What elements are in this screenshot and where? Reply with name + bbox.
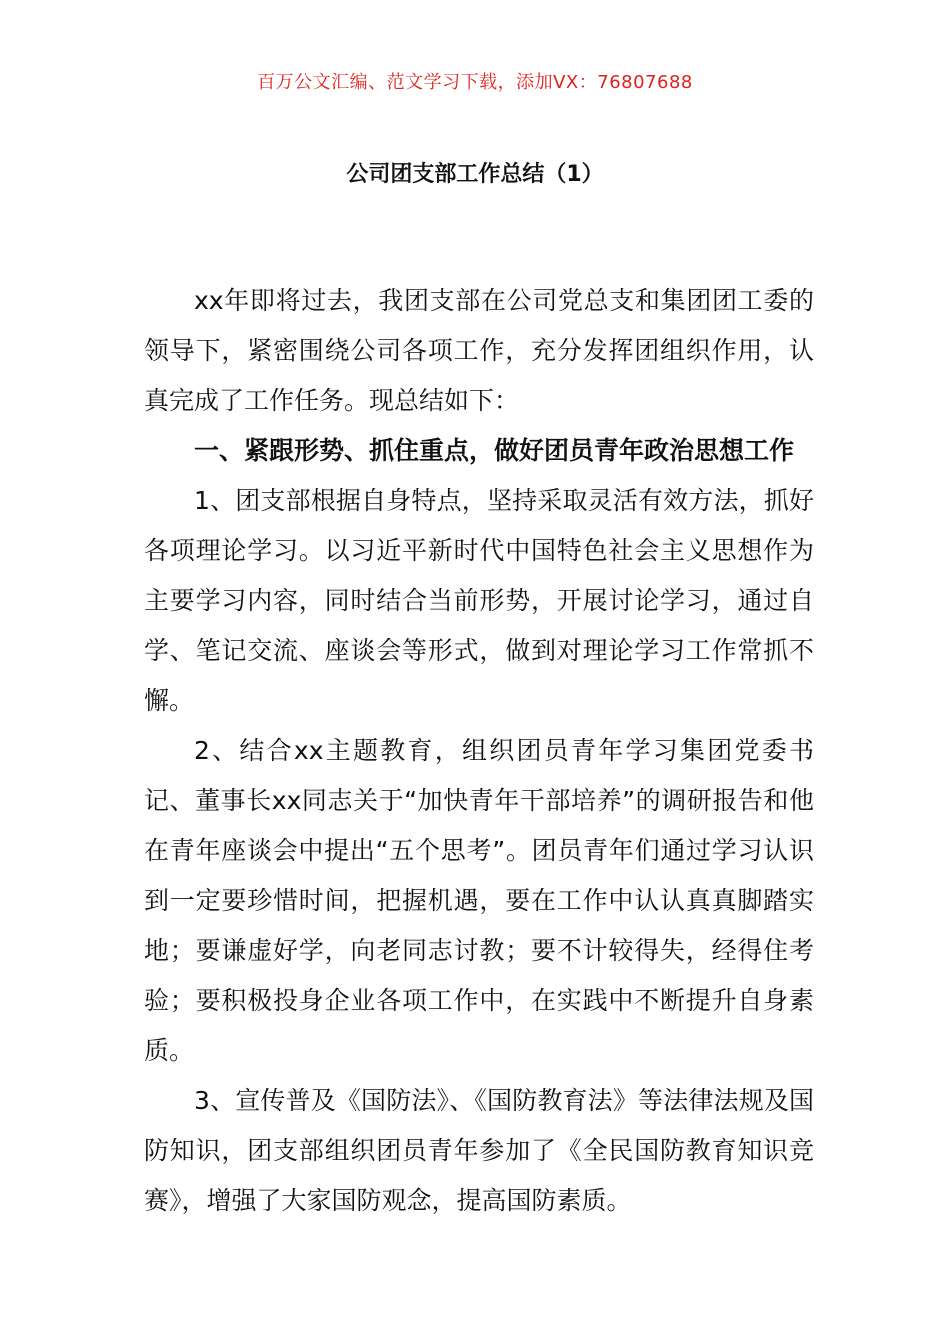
item-1-paragraph: 1、团支部根据自身特点，坚持采取灵活有效方法，抓好各项理论学习。以习近平新时代中国特色社会主义思想作为主要学习内容，同时结合当前形势，开展讨论学习，通过自学、笔记交流、座谈会等形式，做到对理论学习工作常抓不懈。: [144, 486, 814, 715]
intro-paragraph: xx年即将过去，我团支部在公司党总支和集团团工委的领导下，紧密围绕公司各项工作，充分发挥团组织作用，认真完成了工作任务。现总结如下：: [144, 286, 814, 415]
document-body: [144, 276, 814, 1226]
document-title: 公司团支部工作总结（1）: [346, 162, 604, 187]
section-heading: 一、紧跟形势、抓住重点，做好团员青年政治思想工作: [194, 436, 795, 465]
item-2-paragraph: 2、结合xx主题教育，组织团员青年学习集团党委书记、董事长xx同志关于“加快青年干部培养”的调研报告和他在青年座谈会中提出“五个思考”。团员青年们通过学习认识到一定要珍惜时间，把握机遇，要在工作中认认真真脚踏实地；要谦虚好学，向老同志讨教；要不计较得失，经得住考验；要积极投身企业各项工作中，在实践中不断提升自身素质。: [144, 736, 814, 1065]
item-3-paragraph: 3、宣传普及《国防法》、《国防教育法》等法律法规及国防知识，团支部组织团员青年参加了《全民国防教育知识竞赛》，增强了大家国防观念，提高国防素质。: [144, 1086, 814, 1215]
download-note: 百万公文汇编、范文学习下载，添加VX：76807688: [257, 72, 693, 93]
